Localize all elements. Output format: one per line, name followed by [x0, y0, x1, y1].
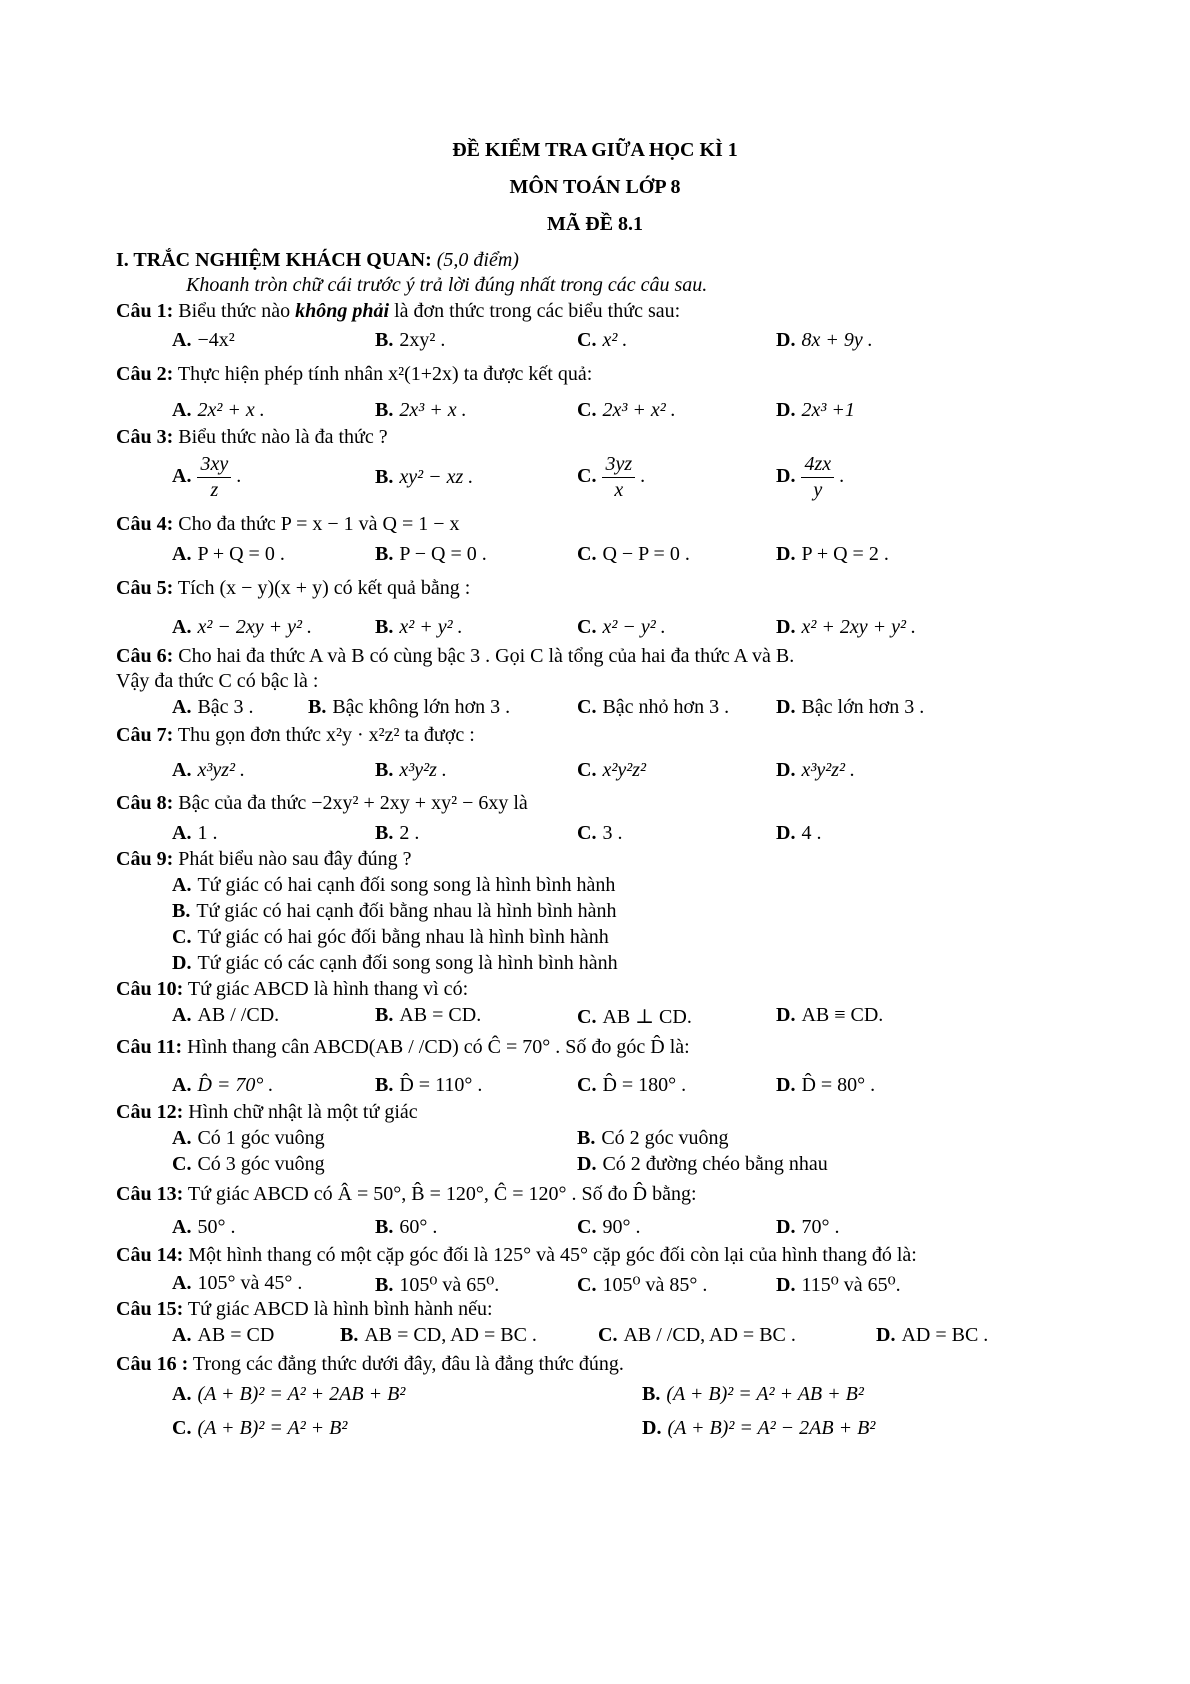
option-c[interactable]: [577, 616, 666, 639]
option-b[interactable]: [172, 900, 617, 923]
question-text: Hình chữ nhật là một tứ giác: [188, 1101, 418, 1123]
question-label: Câu 14:: [116, 1244, 184, 1266]
option-text: 90° .: [602, 1216, 641, 1238]
option-c[interactable]: [577, 1272, 707, 1297]
option-a[interactable]: [172, 399, 265, 422]
question-1: [116, 300, 680, 323]
option-d[interactable]: [577, 1153, 828, 1176]
option-text: x³y²z² .: [801, 759, 855, 781]
option-text: 60° .: [399, 1216, 438, 1238]
option-text: Bậc không lớn hơn 3 .: [332, 696, 511, 718]
option-b[interactable]: [340, 1324, 537, 1347]
option-text: 105° và 45° .: [197, 1272, 303, 1294]
question-5: [116, 577, 470, 600]
question-15: [116, 1298, 493, 1321]
option-text: x² .: [602, 329, 628, 351]
option-b[interactable]: [375, 1074, 482, 1097]
option-letter: D.: [776, 543, 796, 565]
option-letter: A.: [172, 543, 192, 565]
option-text: (A + B)² = A² − 2AB + B²: [667, 1417, 876, 1439]
option-letter: C.: [577, 696, 597, 718]
option-letter: B.: [375, 1074, 394, 1096]
question-9: [116, 848, 412, 871]
option-text: Có 1 góc vuông: [197, 1127, 325, 1149]
option-letter: A.: [172, 329, 192, 351]
option-text: 50° .: [197, 1216, 236, 1238]
option-text: D̂ = 180° .: [602, 1074, 687, 1096]
option-d[interactable]: [776, 329, 873, 352]
option-letter: D.: [776, 465, 796, 488]
option-letter: A.: [172, 822, 192, 844]
option-letter: A.: [172, 696, 192, 718]
section-points: (5,0 điểm): [436, 249, 519, 271]
option-letter: A.: [172, 616, 192, 638]
option-text: Tứ giác có hai cạnh đối song song là hình bình hành: [197, 874, 616, 896]
question-text: Biểu thức nào: [178, 300, 296, 322]
option-letter: B.: [375, 1216, 394, 1238]
option-letter: A.: [172, 759, 192, 781]
question-label: Câu 16 :: [116, 1353, 189, 1375]
option-a[interactable]: [172, 696, 254, 719]
option-text: D̂ = 80° .: [801, 1074, 876, 1096]
option-letter: D.: [776, 696, 796, 718]
option-text: 2x³ + x .: [399, 399, 467, 421]
option-letter: D.: [776, 822, 796, 844]
option-text: (A + B)² = A² + AB + B²: [666, 1383, 864, 1405]
option-letter: A.: [172, 1216, 192, 1238]
option-text: 2x² + x .: [197, 399, 265, 421]
option-letter: C.: [172, 926, 192, 948]
option-text: Có 3 góc vuông: [197, 1153, 325, 1175]
option-letter: D.: [642, 1417, 662, 1439]
option-text: AB = CD.: [399, 1004, 482, 1026]
option-d[interactable]: [776, 1216, 839, 1239]
option-a[interactable]: [172, 1383, 405, 1406]
option-c[interactable]: [577, 822, 622, 845]
option-letter: A.: [172, 1004, 192, 1026]
option-letter: A.: [172, 465, 192, 488]
question-text: Biểu thức nào là đa thức ?: [178, 426, 388, 448]
option-letter: B.: [375, 399, 394, 421]
question-text: Thực hiện phép tính nhân x²(1+2x) ta được kết quả:: [177, 363, 593, 385]
option-a[interactable]: [172, 616, 312, 639]
question-text: Hình thang cân ABCD(AB / /CD) có Ĉ = 70° . Số đo góc D̂ là:: [187, 1036, 690, 1058]
option-letter: B.: [340, 1324, 359, 1346]
question-10: [116, 978, 468, 1001]
option-d[interactable]: [776, 696, 924, 719]
question-label: Câu 6:: [116, 645, 174, 667]
option-letter: A.: [172, 874, 192, 896]
question-6: [116, 645, 794, 668]
option-letter: D.: [776, 329, 796, 351]
option-letter: B.: [375, 1274, 394, 1296]
option-text: Có 2 đường chéo bằng nhau: [602, 1153, 828, 1175]
option-text: P + Q = 2 .: [801, 543, 889, 565]
option-text: (A + B)² = A² + 2AB + B²: [197, 1383, 406, 1405]
option-text: 1 .: [197, 822, 218, 844]
question-6-continued: Vậy đa thức C có bậc là :: [116, 670, 319, 692]
question-emphasis: không phải: [295, 300, 390, 322]
option-a[interactable]: [172, 1074, 273, 1097]
option-letter: D.: [172, 952, 192, 974]
option-text: Bậc lớn hơn 3 .: [801, 696, 925, 718]
option-text: x² + 2xy + y² .: [801, 616, 916, 638]
question-text: là đơn thức trong các biểu thức sau:: [389, 300, 681, 322]
option-a[interactable]: [172, 822, 217, 845]
question-8: [116, 792, 528, 815]
option-text: AB = CD, AD = BC .: [364, 1324, 537, 1346]
question-label: Câu 1:: [116, 300, 174, 322]
option-c[interactable]: [172, 1417, 347, 1440]
option-b[interactable]: [375, 466, 473, 489]
option-letter: C.: [577, 822, 597, 844]
question-text: Phát biểu nào sau đây đúng ?: [178, 848, 412, 870]
question-12: [116, 1101, 418, 1124]
option-c[interactable]: [577, 1074, 686, 1097]
option-letter: A.: [172, 1383, 192, 1405]
option-a[interactable]: [172, 1272, 302, 1295]
option-letter: C.: [577, 616, 597, 638]
option-text: 70° .: [801, 1216, 840, 1238]
option-letter: A.: [172, 1127, 192, 1149]
option-text: AB / /CD, AD = BC .: [623, 1324, 796, 1346]
section-instruction: Khoanh tròn chữ cái trước ý trả lời đúng nhất trong các câu sau.: [186, 274, 708, 296]
option-text: x³yz² .: [197, 759, 245, 781]
option-b[interactable]: [375, 1272, 499, 1297]
subject-title: MÔN TOÁN LỚP 8: [509, 176, 681, 198]
option-text: Bậc nhỏ hơn 3 .: [602, 696, 730, 718]
option-c[interactable]: [577, 759, 646, 782]
option-d[interactable]: [876, 1324, 988, 1347]
section-title: I. TRẮC NGHIỆM KHÁCH QUAN:: [116, 249, 432, 271]
question-text: Tứ giác ABCD là hình thang vì có:: [187, 978, 469, 1000]
option-letter: D.: [776, 759, 796, 781]
option-text: (A + B)² = A² + B²: [197, 1417, 348, 1439]
option-d[interactable]: [776, 1004, 883, 1027]
option-letter: A.: [172, 1074, 192, 1096]
question-4: [116, 513, 460, 536]
question-11: [116, 1036, 690, 1059]
option-text: Tứ giác có các cạnh đối song song là hình bình hành: [197, 952, 618, 974]
question-label: Câu 11:: [116, 1036, 183, 1058]
option-letter: D.: [876, 1324, 896, 1346]
option-a[interactable]: [172, 874, 615, 897]
option-letter: C.: [577, 1074, 597, 1096]
option-text: 4 .: [801, 822, 822, 844]
option-letter: D.: [776, 616, 796, 638]
option-text: 105⁰ và 65⁰.: [399, 1274, 500, 1296]
question-label: Câu 9:: [116, 848, 174, 870]
option-text: x²y²z²: [602, 759, 646, 781]
option-text: 115⁰ và 65⁰.: [801, 1274, 901, 1296]
option-c[interactable]: [577, 399, 676, 422]
question-text: Tích (x − y)(x + y) có kết quả bằng :: [177, 577, 471, 599]
option-letter: D.: [776, 1216, 796, 1238]
option-c[interactable]: [577, 1216, 640, 1239]
option-d[interactable]: [172, 952, 618, 975]
option-text: P + Q = 0 .: [197, 543, 285, 565]
option-b[interactable]: [375, 329, 445, 352]
option-letter: C.: [172, 1417, 192, 1439]
option-letter: C.: [577, 465, 597, 488]
option-fraction: $\frac{4zx}{y}$: [801, 452, 834, 503]
option-letter: B.: [375, 1004, 394, 1026]
question-label: Câu 15:: [116, 1298, 184, 1320]
option-letter: B.: [642, 1383, 661, 1405]
option-letter: A.: [172, 1324, 192, 1346]
question-text: Cho đa thức P = x − 1 và Q = 1 − x: [178, 513, 460, 535]
question-text: Một hình thang có một cặp góc đối là 125° và 45° cặp góc đối còn lại của hình thang đó là:: [188, 1244, 917, 1266]
section-heading: [116, 249, 519, 272]
option-c[interactable]: [577, 543, 690, 566]
option-letter: C.: [598, 1324, 618, 1346]
option-b[interactable]: [375, 399, 467, 422]
option-b[interactable]: [375, 543, 487, 566]
option-c[interactable]: [172, 1153, 325, 1176]
question-text: Tứ giác ABCD có Â = 50°, B̂ = 120°, Ĉ = 120° . Số đo D̂ bằng:: [187, 1183, 697, 1205]
option-letter: C.: [172, 1153, 192, 1175]
question-label: Câu 8:: [116, 792, 174, 814]
option-a[interactable]: [172, 1216, 235, 1239]
option-text: 2 .: [399, 822, 420, 844]
option-d[interactable]: [776, 1272, 901, 1297]
option-text: AD = BC .: [901, 1324, 989, 1346]
question-label: Câu 12:: [116, 1101, 184, 1123]
option-d[interactable]: [776, 1074, 875, 1097]
option-text: Bậc 3 .: [197, 696, 254, 718]
option-c[interactable]: [577, 329, 627, 352]
option-text: 2xy² .: [399, 329, 446, 351]
option-text: D̂ = 110° .: [399, 1074, 483, 1096]
option-text: D̂ = 70° .: [197, 1074, 274, 1096]
exam-code: MÃ ĐỀ 8.1: [546, 213, 644, 235]
option-b[interactable]: [375, 616, 463, 639]
option-text: 2x³ +1: [801, 399, 855, 421]
option-text: −4x²: [197, 329, 235, 351]
option-letter: B.: [375, 329, 394, 351]
option-text: xy² − xz .: [399, 466, 474, 488]
option-text: x² + y² .: [399, 616, 463, 638]
option-text: AB ⊥ CD.: [602, 1006, 692, 1028]
option-b[interactable]: [375, 1004, 481, 1027]
option-text: 8x + 9y .: [801, 329, 873, 351]
option-a[interactable]: [172, 543, 285, 566]
option-text: x³y²z .: [399, 759, 447, 781]
option-letter: D.: [577, 1153, 597, 1175]
option-text: 105⁰ và 85° .: [602, 1274, 708, 1296]
option-c[interactable]: [598, 1324, 796, 1347]
option-letter: D.: [776, 399, 796, 421]
option-letter: B.: [375, 822, 394, 844]
option-text: 3 .: [602, 822, 623, 844]
option-letter: D.: [776, 1274, 796, 1296]
question-text: Trong các đẳng thức dưới đây, đâu là đẳng thức đúng.: [192, 1353, 624, 1375]
question-13: [116, 1183, 697, 1206]
option-text: x² − y² .: [602, 616, 666, 638]
option-text: Có 2 góc vuông: [601, 1127, 729, 1149]
option-letter: B.: [375, 543, 394, 565]
option-text: Q − P = 0 .: [602, 543, 690, 565]
option-fraction: $\frac{3yz}{x}$: [602, 452, 635, 503]
exam-title: ĐỀ KIỂM TRA GIỮA HỌC KÌ 1: [452, 139, 738, 161]
option-text: x² − 2xy + y² .: [197, 616, 312, 638]
option-letter: C.: [577, 1216, 597, 1238]
question-3: [116, 426, 388, 449]
option-letter: C.: [577, 1274, 597, 1296]
option-b[interactable]: [375, 759, 447, 782]
question-label: Câu 10:: [116, 978, 184, 1000]
option-letter: A.: [172, 1272, 192, 1294]
option-text: Tứ giác có hai góc đối bằng nhau là hình bình hành: [197, 926, 609, 948]
option-a[interactable]: [172, 1004, 279, 1027]
option-d[interactable]: D. $\frac{4zx}{y}$ .: [776, 453, 845, 501]
question-14: [116, 1244, 917, 1267]
question-label: Câu 2:: [116, 363, 174, 385]
option-letter: C.: [577, 543, 597, 565]
question-label: Câu 7:: [116, 724, 174, 746]
option-letter: D.: [776, 1004, 796, 1026]
option-c[interactable]: [577, 696, 729, 719]
option-letter: B.: [375, 466, 394, 488]
option-a[interactable]: [172, 759, 245, 782]
option-text: AB / /CD.: [197, 1004, 280, 1026]
option-b[interactable]: [577, 1127, 729, 1150]
question-label: Câu 3:: [116, 426, 174, 448]
question-7: [116, 724, 475, 747]
option-d[interactable]: [776, 399, 855, 422]
option-c[interactable]: [577, 1004, 692, 1029]
option-d[interactable]: [776, 616, 916, 639]
question-text: Tứ giác ABCD là hình bình hành nếu:: [187, 1298, 493, 1320]
option-letter: B.: [375, 759, 394, 781]
option-text: 2x³ + x² .: [602, 399, 676, 421]
option-d[interactable]: [642, 1417, 875, 1440]
question-label: Câu 5:: [116, 577, 174, 599]
question-label: Câu 4:: [116, 513, 174, 535]
option-b[interactable]: [308, 696, 510, 719]
option-fraction: $\frac{3xy}{z}$: [197, 452, 231, 503]
option-text: AB ≡ CD.: [801, 1004, 884, 1026]
question-16: [116, 1353, 624, 1376]
option-d[interactable]: [776, 543, 889, 566]
question-text: Thu gọn đơn thức x²y · x²z² ta được :: [177, 724, 475, 746]
option-letter: C.: [577, 1006, 597, 1028]
option-letter: A.: [172, 399, 192, 421]
option-letter: B.: [308, 696, 327, 718]
option-letter: C.: [577, 759, 597, 781]
option-d[interactable]: [776, 759, 855, 782]
question-text: Cho hai đa thức A và B có cùng bậc 3 . Gọi C là tổng của hai đa thức A và B.: [178, 645, 795, 667]
option-b[interactable]: [642, 1383, 864, 1406]
option-c[interactable]: C. $\frac{3yz}{x}$ .: [577, 453, 646, 501]
question-text: Bậc của đa thức −2xy² + 2xy + xy² − 6xy là: [178, 792, 528, 814]
option-letter: B.: [577, 1127, 596, 1149]
question-label: Câu 13:: [116, 1183, 184, 1205]
option-letter: C.: [577, 399, 597, 421]
option-b[interactable]: [375, 1216, 437, 1239]
option-a[interactable]: [172, 329, 235, 352]
option-text: AB = CD: [197, 1324, 275, 1346]
option-letter: C.: [577, 329, 597, 351]
option-letter: B.: [172, 900, 191, 922]
option-letter: B.: [375, 616, 394, 638]
option-c[interactable]: [172, 926, 609, 949]
option-text: P − Q = 0 .: [399, 543, 487, 565]
option-letter: D.: [776, 1074, 796, 1096]
option-d[interactable]: [776, 822, 821, 845]
option-b[interactable]: [375, 822, 419, 845]
option-a[interactable]: [172, 1127, 325, 1150]
option-text: Tứ giác có hai cạnh đối bằng nhau là hình bình hành: [196, 900, 617, 922]
question-2: [116, 363, 592, 386]
option-a[interactable]: A. $\frac{3xy}{z}$ .: [172, 453, 242, 501]
option-a[interactable]: [172, 1324, 274, 1347]
